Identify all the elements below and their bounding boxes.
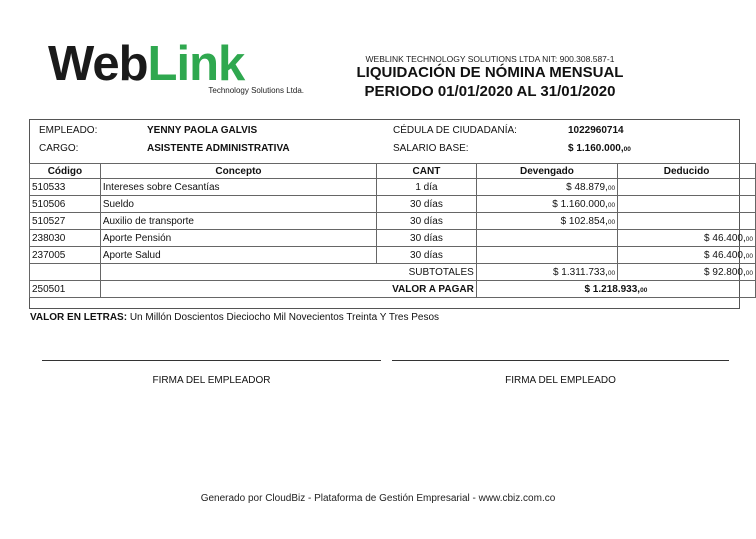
row-concept: Auxilio de transporte bbox=[100, 213, 376, 230]
salary-label: SALARIO BASE: bbox=[393, 143, 469, 154]
employee-signature-line bbox=[392, 360, 729, 361]
header-earned: Devengado bbox=[476, 164, 617, 179]
subtotals-label: SUBTOTALES bbox=[100, 264, 476, 281]
logo-wordmark bbox=[48, 34, 244, 94]
row-qty: 30 días bbox=[377, 213, 477, 230]
row-earned: $ 48.879,00 bbox=[476, 179, 617, 196]
role-label: CARGO: bbox=[39, 143, 79, 154]
id-value: 1022960714 bbox=[568, 125, 624, 136]
subtotals-deducted: $ 92.800,00 bbox=[618, 264, 756, 281]
table-row bbox=[30, 213, 756, 230]
logo-word-link: Link bbox=[147, 37, 245, 91]
row-concept: Aporte Pensión bbox=[100, 230, 376, 247]
row-code: 510533 bbox=[30, 179, 101, 196]
logo-word-web: Web bbox=[48, 37, 148, 91]
row-deducted bbox=[618, 179, 756, 196]
row-code: 238030 bbox=[30, 230, 101, 247]
row-concept: Aporte Salud bbox=[100, 247, 376, 264]
row-deducted: $ 46.400,00 bbox=[618, 230, 756, 247]
row-deducted: $ 46.400,00 bbox=[618, 247, 756, 264]
subtotals-empty-code bbox=[30, 264, 101, 281]
header-concept: Concepto bbox=[100, 164, 376, 179]
document-period: PERIODO 01/01/2020 AL 31/01/2020 bbox=[364, 83, 616, 100]
pay-value: $ 1.218.933,00 bbox=[476, 281, 755, 298]
employee-label: EMPLEADO: bbox=[39, 125, 98, 136]
row-deducted bbox=[618, 213, 756, 230]
employee-signature-label: FIRMA DEL EMPLEADO bbox=[505, 375, 616, 386]
row-earned bbox=[476, 247, 617, 264]
row-earned bbox=[476, 230, 617, 247]
row-earned: $ 1.160.000,00 bbox=[476, 196, 617, 213]
table-row bbox=[30, 247, 756, 264]
table-header-row bbox=[30, 164, 756, 179]
footer-text: Generado por CloudBiz - Plataforma de Gestión Empresarial - www.cbiz.com.co bbox=[200, 493, 556, 504]
table-row bbox=[30, 196, 756, 213]
row-qty: 30 días bbox=[377, 196, 477, 213]
table-row bbox=[30, 230, 756, 247]
payroll-table bbox=[29, 163, 756, 298]
row-code: 237005 bbox=[30, 247, 101, 264]
subtotals-earned: $ 1.311.733,00 bbox=[476, 264, 617, 281]
subtotals-row bbox=[30, 264, 756, 281]
amount-in-words-value: Un Millón Doscientos Dieciocho Mil Novecientos Treinta Y Tres Pesos bbox=[127, 312, 440, 323]
row-concept: Intereses sobre Cesantías bbox=[100, 179, 376, 196]
amount-in-words-label: VALOR EN LETRAS: bbox=[30, 312, 128, 323]
pay-code: 250501 bbox=[30, 281, 101, 298]
header-deducted: Deducido bbox=[618, 164, 756, 179]
row-qty: 30 días bbox=[377, 230, 477, 247]
id-label: CÉDULA DE CIUDADANÍA: bbox=[393, 125, 517, 136]
employee-name: YENNY PAOLA GALVIS bbox=[147, 125, 258, 136]
employer-signature-line bbox=[42, 360, 381, 361]
row-code: 510506 bbox=[30, 196, 101, 213]
employer-signature-label: FIRMA DEL EMPLEADOR bbox=[152, 375, 271, 386]
row-deducted bbox=[618, 196, 756, 213]
table-row bbox=[30, 179, 756, 196]
logo-subtitle: Technology Solutions Ltda. bbox=[208, 86, 304, 95]
header-qty: CANT bbox=[377, 164, 477, 179]
pay-row bbox=[30, 281, 756, 298]
role-value: ASISTENTE ADMINISTRATIVA bbox=[147, 143, 290, 154]
header-code: Código bbox=[30, 164, 101, 179]
row-qty: 30 días bbox=[377, 247, 477, 264]
row-earned: $ 102.854,00 bbox=[476, 213, 617, 230]
company-logo bbox=[48, 37, 310, 100]
pay-label: VALOR A PAGAR bbox=[100, 281, 476, 298]
company-line: WEBLINK TECHNOLOGY SOLUTIONS LTDA NIT: 900.308.587-1 bbox=[365, 54, 615, 64]
amount-in-words bbox=[30, 312, 439, 323]
row-qty: 1 día bbox=[377, 179, 477, 196]
row-code: 510527 bbox=[30, 213, 101, 230]
salary-value: $ 1.160.000,00 bbox=[568, 143, 631, 154]
document-title: LIQUIDACIÓN DE NÓMINA MENSUAL bbox=[356, 64, 624, 81]
row-concept: Sueldo bbox=[100, 196, 376, 213]
